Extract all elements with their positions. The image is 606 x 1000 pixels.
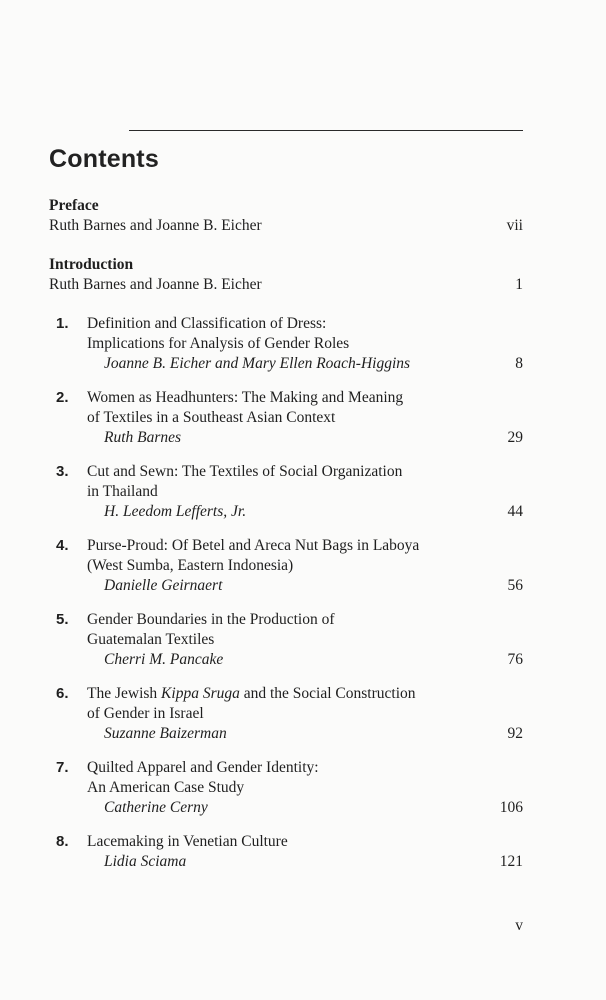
chapter-author: Ruth Barnes [104, 429, 182, 446]
chapter-page: 8 [515, 355, 523, 372]
toc-chapter-8[interactable] [49, 832, 523, 872]
chapter-number: 2. [56, 389, 69, 406]
chapter-title-line: Purse-Proud: Of Betel and Areca Nut Bags in Laboya [87, 537, 420, 554]
toc-chapter-5[interactable] [49, 610, 523, 670]
chapter-page: 92 [507, 725, 523, 742]
entry-authors: Ruth Barnes and Joanne B. Eicher [49, 276, 262, 293]
chapter-page: 106 [499, 799, 523, 816]
chapter-page: 56 [507, 577, 523, 594]
chapter-author: Lidia Sciama [104, 853, 187, 870]
chapter-title-line: of Gender in Israel [87, 705, 204, 722]
chapter-number: 7. [56, 759, 69, 776]
chapter-page: 76 [507, 651, 523, 668]
toc-chapter-2[interactable] [49, 388, 523, 448]
chapter-author: Catherine Cerny [104, 799, 208, 816]
chapter-title-line: Lacemaking in Venetian Culture [87, 833, 288, 850]
entry-page: 1 [515, 276, 523, 293]
entry-title: Preface [49, 197, 99, 214]
chapter-author: Cherri M. Pancake [104, 651, 224, 668]
chapter-author: Suzanne Baizerman [104, 725, 227, 742]
chapter-number: 5. [56, 611, 69, 628]
chapter-number: 6. [56, 685, 69, 702]
page-title: Contents [49, 145, 159, 173]
chapter-author: Danielle Geirnaert [104, 577, 223, 594]
toc-entry-introduction[interactable] [49, 255, 523, 295]
chapter-title-line: of Textiles in a Southeast Asian Context [87, 409, 336, 426]
title-fragment: and the Social Construction [239, 685, 416, 702]
chapter-author: H. Leedom Lefferts, Jr. [104, 503, 247, 520]
toc-chapter-3[interactable] [49, 462, 523, 522]
chapter-title-line: Gender Boundaries in the Production of [87, 611, 335, 628]
chapter-number: 1. [56, 315, 69, 332]
toc-chapter-7[interactable] [49, 758, 523, 818]
chapter-title-line: Guatemalan Textiles [87, 631, 215, 648]
chapter-title-line: Women as Headhunters: The Making and Meaning [87, 389, 404, 406]
chapter-page: 121 [499, 853, 523, 870]
page-number: v [515, 917, 523, 934]
toc-entry-preface[interactable] [49, 196, 523, 236]
chapter-page: 44 [507, 503, 523, 520]
chapter-number: 4. [56, 537, 69, 554]
chapter-number: 3. [56, 463, 69, 480]
toc-chapter-4[interactable] [49, 536, 523, 596]
chapter-title-line [87, 684, 523, 704]
chapter-title-line: Cut and Sewn: The Textiles of Social Organization [87, 463, 403, 480]
chapter-title-line: An American Case Study [87, 779, 245, 796]
chapter-title-line: Quilted Apparel and Gender Identity: [87, 759, 319, 776]
entry-page: vii [506, 217, 523, 234]
title-italic-term: Kippa Sruga [161, 685, 240, 702]
chapter-number: 8. [56, 833, 69, 850]
entry-authors: Ruth Barnes and Joanne B. Eicher [49, 217, 262, 234]
title-fragment: The Jewish [87, 685, 162, 702]
chapter-title-line: in Thailand [87, 483, 158, 500]
header-rule [129, 130, 523, 131]
chapter-author: Joanne B. Eicher and Mary Ellen Roach-Higgins [104, 355, 411, 372]
toc-chapter-6[interactable] [49, 684, 523, 744]
toc-chapter-1[interactable] [49, 314, 523, 374]
chapter-page: 29 [507, 429, 523, 446]
chapter-title-line: Implications for Analysis of Gender Roles [87, 335, 350, 352]
chapter-title-line: (West Sumba, Eastern Indonesia) [87, 557, 294, 574]
chapter-title-line: Definition and Classification of Dress: [87, 315, 327, 332]
entry-title: Introduction [49, 256, 134, 273]
